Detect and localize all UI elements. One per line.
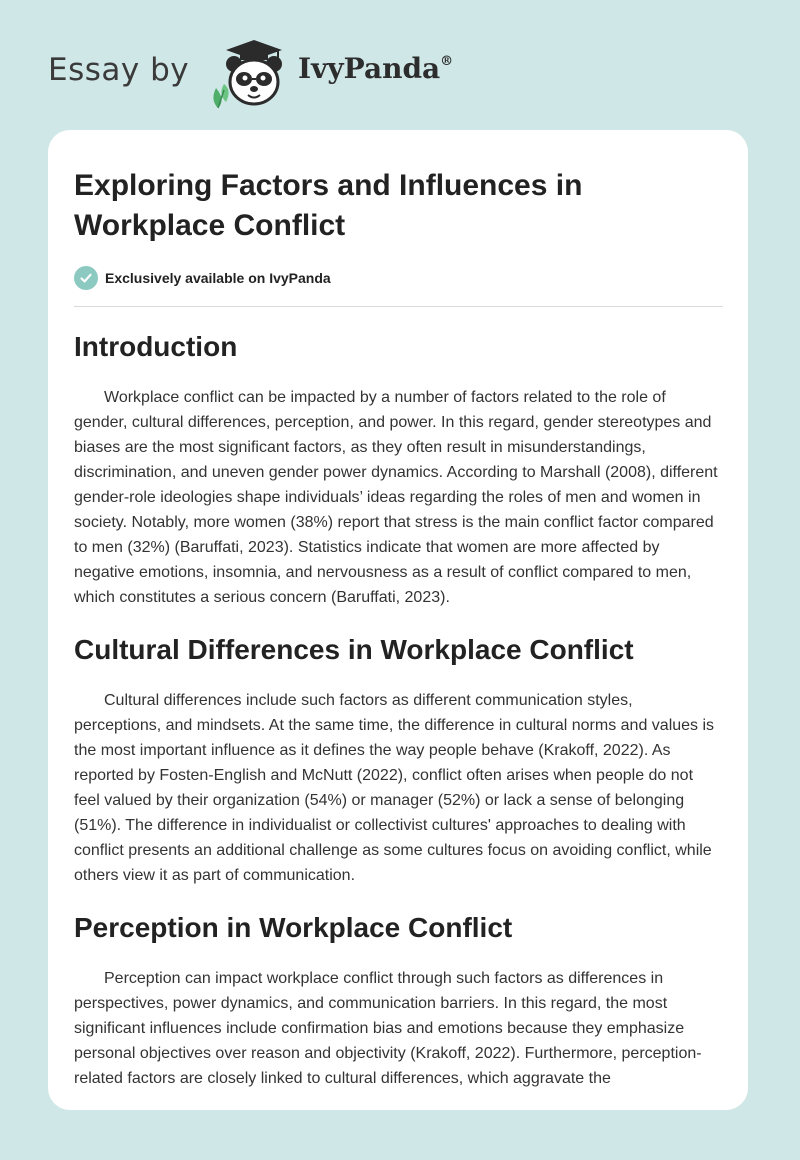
site-header (48, 34, 548, 114)
exclusive-badge (74, 264, 723, 307)
exclusive-label: Exclusively available on IvyPanda (105, 270, 331, 286)
check-icon (74, 266, 98, 290)
section-heading-perception: Perception in Workplace Conflict (74, 912, 513, 943)
section-body-perception: Perception can impact workplace conflict through such factors as differences in perspectives, power dynamics, and communication barriers. In this regard, the most significant influences include confirmation bias and emotions because they emphasize personal objectives over reason and objectivity (Krakoff, 2022). Furthermore, perception-related factors are closely linked to cultural differences, which aggravate the (74, 970, 702, 1087)
section-heading-cultural-differences: Cultural Differences in Workplace Conflict (74, 634, 634, 665)
section-body-cultural-differences: Cultural differences include such factors as different communication styles, perceptions, and mindsets. At the same time, the difference in cultural norms and values is the most important influence as it defines the way people behave (Krakoff, 2022). As reported by Fosten-English and McNutt (2022), conflict often arises when people do not feel valued by their organization (54%) or manager (52%) or lack a sense of belonging (51%). The difference in individualist or collectivist cultures' approaches to dealing with conflict presents an additional challenge as some cultures focus on avoiding conflict, while others view it as part of communication. (74, 692, 715, 884)
essay-by-label: Essay by (48, 52, 190, 88)
section-body-introduction: Workplace conflict can be impacted by a number of factors related to the role of gender, cultural differences, perception, and power. In this regard, gender stereotypes and biases are the most significant factors, as they often result in misunderstandings, discrimination, and uneven gender power dynamics. According to Marshall (2008), different gender-role ideologies shape individuals’ ideas regarding the roles of men and women in society. Notably, more women (38%) report that stress is the main conflict factor compared to men (32%) (Baruffati, 2023). Statistics indicate that women are more affected by negative emotions, insomnia, and nervousness as a result of conflict compared to men, which constitutes a serious concern (Baruffati, 2023). (74, 389, 718, 606)
essay-card (48, 130, 748, 1110)
essay-title: Exploring Factors and Influences in Workplace Conflict (74, 169, 583, 242)
section-heading-introduction: Introduction (74, 331, 238, 362)
panda-logo-icon[interactable] (204, 38, 294, 110)
brand-name[interactable]: IvyPanda® (298, 52, 454, 85)
essay-content (74, 166, 723, 1091)
